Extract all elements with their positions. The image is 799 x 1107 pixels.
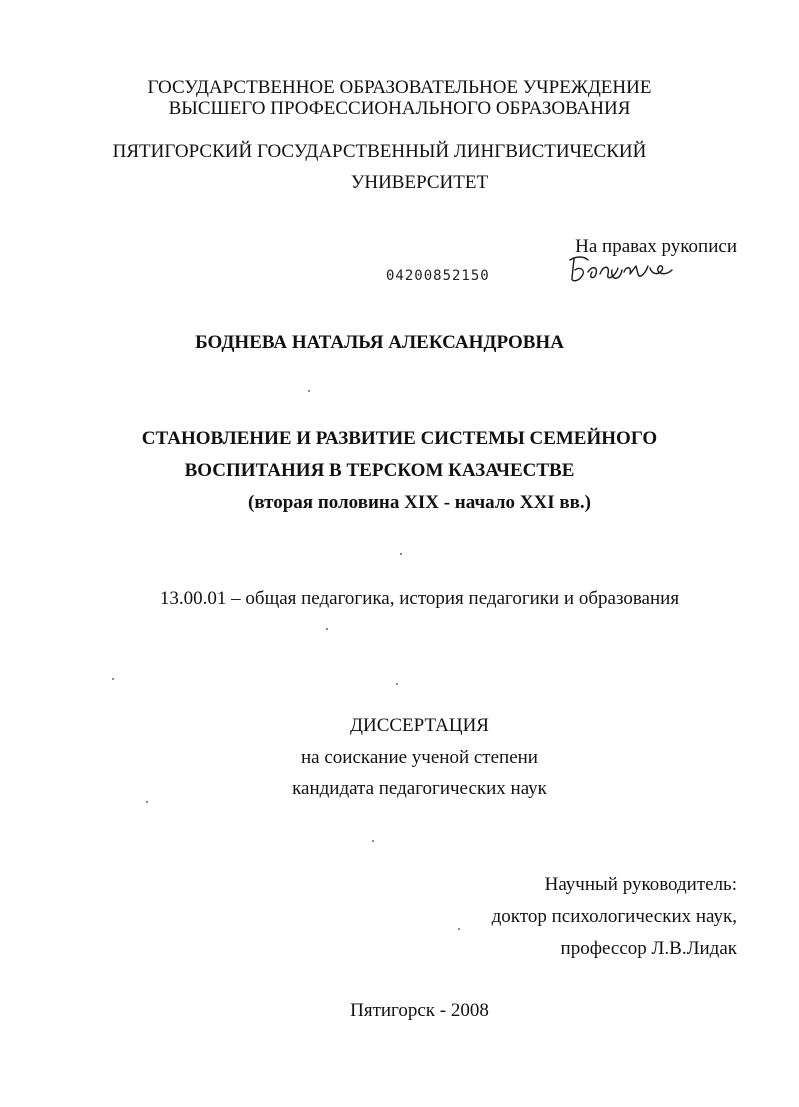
institution-line-2: ВЫСШЕГО ПРОФЕССИОНАЛЬНОГО ОБРАЗОВАНИЯ — [168, 98, 631, 119]
title-line-2: ВОСПИТАНИЯ В ТЕРСКОМ КАЗАЧЕСТВЕ — [184, 460, 575, 481]
place-and-year: Пятигорск - 2008 — [350, 1000, 489, 1021]
title-subtitle: (вторая половина XIX - начало XXI вв.) — [248, 492, 591, 513]
degree-line-2: кандидата педагогических наук — [292, 778, 547, 799]
scan-speck — [372, 840, 374, 842]
title-line-1: СТАНОВЛЕНИЕ И РАЗВИТИЕ СИСТЕМЫ СЕМЕЙНОГО — [141, 428, 658, 449]
author-name: БОДНЕВА НАТАЛЬЯ АЛЕКСАНДРОВНА — [195, 332, 564, 353]
supervisor-heading: Научный руководитель: — [544, 874, 737, 895]
scan-speck — [396, 683, 398, 685]
manuscript-rights-label: На правах рукописи — [575, 236, 737, 257]
supervisor-degree: доктор психологических наук, — [491, 906, 737, 927]
scan-speck — [308, 390, 310, 392]
scan-speck — [458, 928, 460, 930]
scan-speck — [326, 628, 328, 630]
handwritten-signature — [566, 252, 676, 286]
university-line-2: УНИВЕРСИТЕТ — [350, 172, 489, 193]
registration-number: 04200852150 — [386, 268, 490, 284]
institution-line-1: ГОСУДАРСТВЕННОЕ ОБРАЗОВАТЕЛЬНОЕ УЧРЕЖДЕНИЕ — [147, 77, 652, 98]
university-line-1: ПЯТИГОРСКИЙ ГОСУДАРСТВЕННЫЙ ЛИНГВИСТИЧЕСКИЙ — [112, 141, 647, 162]
specialty-code: 13.00.01 – общая педагогика, история педагогики и образования — [159, 588, 680, 609]
document-type: ДИССЕРТАЦИЯ — [350, 715, 489, 736]
scan-speck — [112, 678, 114, 680]
scan-speck — [146, 801, 148, 803]
scan-speck — [400, 553, 402, 555]
supervisor-name: профессор Л.В.Лидак — [560, 938, 737, 959]
degree-line-1: на соискание ученой степени — [301, 747, 538, 768]
